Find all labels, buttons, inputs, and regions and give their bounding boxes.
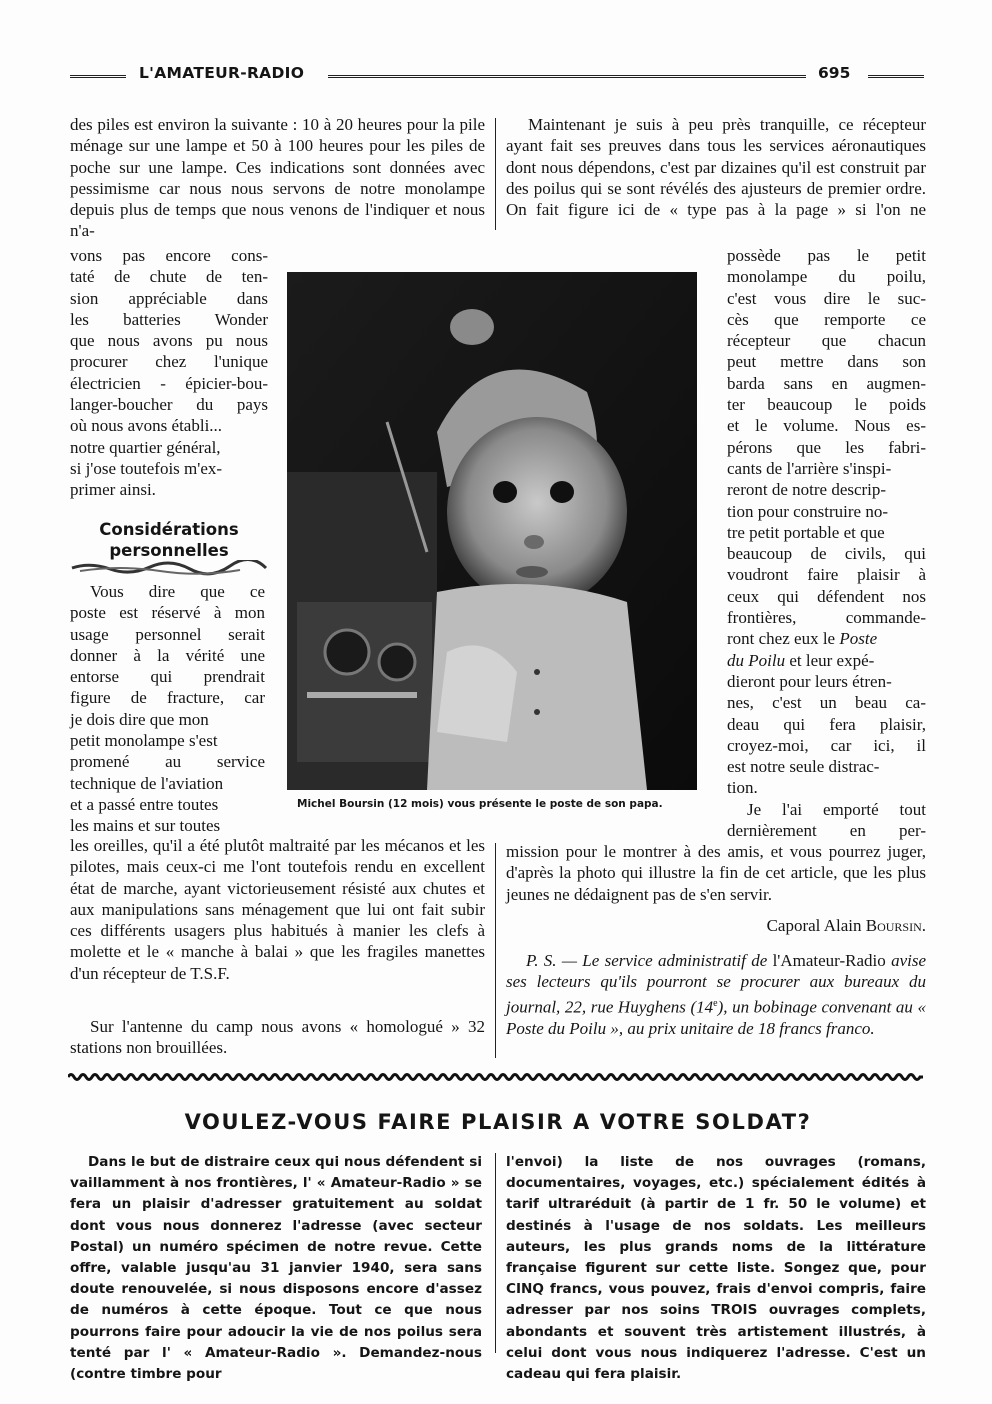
wrap-line: et le volume. Nous es- — [727, 416, 926, 436]
wrap-line: sion appréciable dans — [70, 288, 268, 308]
wrap-line: pérons que les fabri- — [727, 437, 926, 457]
ps-sup: e — [713, 997, 718, 1009]
wrap-line: je dois dire que mon — [70, 709, 209, 729]
column-divider-top — [495, 118, 496, 230]
wrap-line: dieront pour leurs étren- — [727, 671, 892, 691]
ps-text: ), un bobinage convenant au « Poste du Poilu », au prix unitaire de 18 francs franco. — [506, 997, 926, 1038]
wavy-divider — [68, 1071, 923, 1083]
journal-title: L'AMATEUR-RADIO — [139, 64, 305, 82]
header-rule-middle — [328, 75, 806, 78]
wrap-line: primer ainsi. — [70, 480, 156, 500]
ps-text: Le service administratif de — [582, 951, 768, 970]
wrap-italic: du Poilu — [727, 650, 786, 670]
wrap-line: dernièrement en per- — [727, 821, 926, 841]
wrap-line: Vous dire que ce — [90, 582, 265, 601]
section-ornament — [70, 560, 268, 576]
wrap-line: ter beaucoup le poids — [727, 395, 926, 415]
postscript — [506, 950, 926, 1039]
wrap-line: promené au service — [70, 752, 265, 772]
wrap-line: cès que remporte ce — [727, 309, 926, 329]
wrap-line: taté de chute de ten- — [70, 267, 268, 287]
article-col1-bottom: les oreilles, qu'il a été plutôt maltraité par les mécanos et les pilotes, mais ceux-ci me l'ont toutefois rendu en excellent état de marche, ayant victorieusement résisté aux chutes et aux manipulations sans ménagement que lui ont fait subir ces différents usagers plus habitués à manier les clefs à molette et le « manche à balai » que les fragiles manettes d'un récepteur de T.S.F. — [70, 836, 485, 983]
wrap-line: vons pas encore cons- — [70, 246, 268, 265]
wrap-line: c'est vous dire le suc- — [727, 288, 926, 308]
article-col2-top: Maintenant je suis à peu près tranquille, ce récepteur ayant fait ses preuves dans tous les services aéronautiques dont nous dépendons, c'est par dizaines qu'il est construit par des poilus qui se sont révélés des ajusteurs de premier ordre. On fait figure ici de « type pas à la page » si l'on ne — [506, 115, 926, 220]
wrap-line — [727, 628, 926, 649]
column-divider-bottom — [495, 843, 496, 1058]
signature — [700, 915, 926, 936]
wrap-line: frontières, commande- — [727, 608, 926, 628]
wrap-line: entorse qui prendrait — [70, 667, 265, 687]
wrap-text: ront chez eux le — [727, 629, 836, 649]
header-rule-right — [868, 75, 924, 78]
wrap-line: les mains et sur toutes — [70, 816, 221, 836]
wrap-line: Je l'ai emporté tout — [747, 799, 926, 819]
wrap-line: est notre seule distrac- — [727, 757, 880, 777]
wrap-line: et a passé entre toutes — [70, 794, 219, 814]
signature-name: Boursin. — [865, 916, 926, 935]
ps-journal: l'Amateur-Radio — [772, 951, 886, 970]
wrap-line: tre petit portable et que — [727, 522, 885, 542]
photo-illustration — [287, 272, 697, 790]
article-col1-section — [70, 581, 265, 837]
wrap-line: usage personnel serait — [70, 624, 265, 644]
article-col1-wrap — [70, 245, 268, 501]
wrap-line: poste est réservé à mon — [70, 603, 265, 623]
article-col2-wrap — [727, 245, 926, 841]
wrap-line: cants de l'arrière s'inspi- — [727, 458, 892, 478]
header-rule-left — [70, 75, 126, 78]
wrap-line: langer-boucher du pays — [70, 395, 268, 415]
wrap-line: nes, c'est un beau ca- — [727, 693, 926, 713]
wrap-line: si j'ose toutefois m'ex- — [70, 458, 223, 478]
wrap-line: technique de l'aviation — [70, 773, 224, 793]
wrap-line: monolampe du poilu, — [727, 267, 926, 287]
photo-caption: Michel Boursin (12 mois) vous présente le poste de son papa. — [297, 798, 663, 810]
signature-rank: Caporal Alain — [766, 916, 862, 935]
ps-label: P. S. — — [526, 951, 577, 970]
wrap-line: croyez-moi, car ici, il — [727, 735, 926, 755]
wrap-line: notre quartier général, — [70, 437, 221, 457]
wrap-line: électricien - épicier-bou- — [70, 373, 268, 393]
wrap-line: ceux qui défendent nos — [727, 586, 926, 606]
wrap-line: beaucoup de civils, qui — [727, 544, 926, 564]
page-number: 695 — [818, 64, 851, 82]
wrap-line: tion pour construire no- — [727, 501, 888, 521]
wrap-line: récepteur que chacun — [727, 331, 926, 351]
section-heading-line: personnelles — [109, 541, 229, 560]
wrap-line: peut mettre dans son — [727, 352, 926, 372]
notice-col1: Dans le but de distraire ceux qui nous défendent si vaillamment à nos frontières, l' « Amateur-Radio » se fera un plaisir d'adresser gratuitement au soldat dont vous nous donnerez l'adresse (avec secteur Postal) un numéro spécimen de notre revue. Cette offre, valable jusqu'au 31 janvier 1940, sera sans doute renouvelée, si nous disposons encore d'assez de numéros à cette époque. Tout ce que nous pourrons faire pour adoucir la vie de nos poilus sera tenté par l' « Amateur-Radio ». Demandez-nous (contre timbre pour — [70, 1154, 482, 1383]
article-col1-last: Sur l'antenne du camp nous avons « homologué » 32 stations non brouillées. — [70, 1017, 485, 1058]
wrap-line: reront de notre descrip- — [727, 480, 887, 500]
wrap-line: petit monolampe s'est — [70, 731, 218, 751]
wrap-line: deau qui fera plaisir, — [727, 714, 926, 734]
wrap-line: voudront faire plaisir à — [727, 565, 926, 585]
wrap-text: et leur expé- — [785, 650, 875, 670]
wrap-line: possède pas le petit — [727, 246, 926, 265]
section-heading-line: Considérations — [99, 520, 239, 539]
notice-column-divider — [495, 1153, 496, 1353]
notice-col2: l'envoi) la liste de nos ouvrages (romans, documentaires, voyages, etc.) spécialement édités à tarif ultraréduit (à partir de 1 fr. 50 le volume) et destinés à l'usage de nos soldats. Les meilleurs auteurs, les plus grands noms de la littérature française figurent sur cette liste. Songez que, pour CINQ francs, vous pouvez, frais d'envoi compris, faire adresser par nos soins TROIS ouvrages complets, abondants et souvent très artistement illustrés, à celui dont vous nous indiquerez l'adresse. C'est un cadeau qui fera plaisir. — [506, 1154, 926, 1383]
wrap-line: barda sans en augmen- — [727, 373, 926, 393]
wrap-line: les batteries Wonder — [70, 309, 268, 329]
article-col2-bottom: mission pour le montrer à des amis, et vous pourrez juger, d'après la photo qui illustre la fin de cet article, que les plus jeunes ne dédaignent pas de s'en servir. — [506, 842, 926, 904]
article-photo — [287, 272, 697, 790]
wrap-line: procurer chez l'unique — [70, 352, 268, 372]
article-col1-top: des piles est environ la suivante : 10 à 20 heures pour la pile ménage sur une lampe et 50 à 100 heures pour les piles de poche sur une lampe. Ces indications sont données avec pessimisme car nous nous servons de notre monolampe depuis plus de temps que nous venons de l'indiquer et nous n'a- — [70, 115, 485, 241]
wrap-line: tion. — [727, 778, 758, 798]
notice-title: VOULEZ-VOUS FAIRE PLAISIR A VOTRE SOLDAT? — [184, 1110, 812, 1134]
ps-text: avise ses lecteurs qu'ils pourront se procurer aux bureaux du journal, 22, rue Huyghens (14 — [506, 951, 927, 1017]
wrap-line: donner à la vérité une — [70, 645, 265, 665]
wrap-line: figure de fracture, car — [70, 688, 265, 708]
wrap-line: que nous avons pu nous — [70, 331, 268, 351]
section-heading — [70, 519, 268, 561]
wrap-italic: Poste — [839, 629, 878, 649]
wrap-line — [727, 650, 926, 671]
wrap-line: où nous avons établi... — [70, 416, 223, 436]
